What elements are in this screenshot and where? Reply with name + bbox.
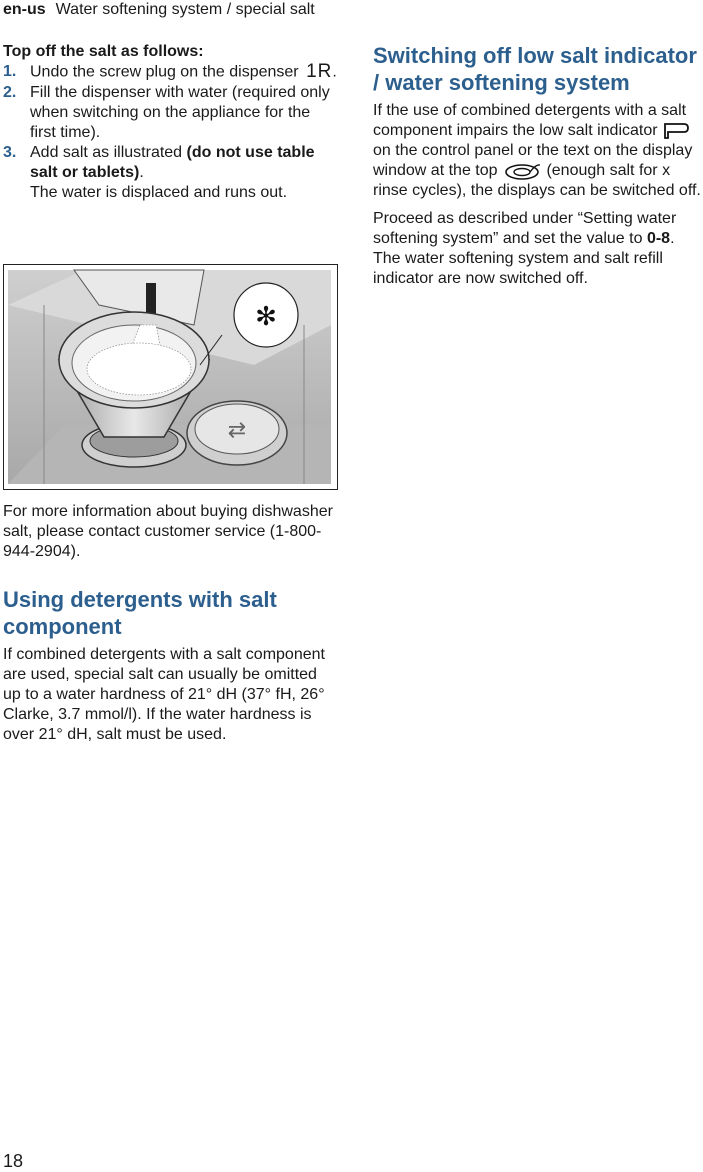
step-text: Add salt as illustrated: [30, 144, 187, 161]
running-title: Water softening system / special salt: [55, 1, 315, 18]
step-note: The water is displaced and runs out.: [30, 184, 288, 201]
section-body-salt-detergents: If combined detergents with a salt component are used, special salt can usually be omitted up to a water hardness of 21° dH (37° fH, 26° Clarke, 3.7 mmol/l). If the water hardness is over 21° dH, salt must be used.: [3, 646, 325, 743]
switch-off-paragraph-1: If the use of combined detergents with a salt component impairs the low salt indicator on the control panel or the text on the display window at the top (enough salt for x rinse cycles), the displays can be switched off.: [373, 102, 701, 200]
language-code: en-us: [3, 1, 46, 18]
right-column: [373, 42, 703, 289]
page-number: 18: [3, 1151, 24, 1171]
steps-lead: Top off the salt as follows:: [3, 43, 204, 60]
step-warning: (do not use table salt or tablets): [30, 144, 315, 181]
salt-dispenser-illustration: [3, 264, 338, 490]
step-number: 3.: [3, 144, 17, 161]
salt-purchase-info: For more information about buying dishwasher salt, please contact customer service (1-800-944-2904).: [3, 503, 333, 560]
switch-off-paragraph-2: Proceed as described under “Setting water softening system” and set the value to 0-8. The water softening system and salt refill indicator are now switched off.: [373, 210, 677, 288]
svg-text:⇄: ⇄: [227, 418, 247, 443]
step-number: 2.: [3, 84, 17, 101]
step-2: [3, 83, 338, 143]
salt-symbol-icon: ✻: [255, 302, 277, 332]
section-title-switch-off: Switching off low salt indicator / water softening system: [373, 43, 697, 95]
section-title-salt-detergents: Using detergents with salt component: [3, 587, 277, 639]
step-text: Fill the dispenser with water (required only when switching on the appliance for the first time).: [30, 84, 330, 141]
setting-value: 0-8: [646, 230, 671, 248]
screw-plug-symbol-icon: 1R: [306, 61, 333, 82]
step-1: 1. Undo the screw plug on the dispenser 1R.: [3, 61, 337, 82]
left-column: [3, 42, 338, 743]
step-text: Undo the screw plug on the dispenser: [30, 63, 299, 81]
low-salt-indicator-icon: [662, 122, 690, 140]
step-number: 1.: [3, 63, 17, 80]
salt-funnel-image: [4, 265, 337, 489]
step-3: 3. Add salt as illustrated (do not use table salt or tablets). The water is displaced and runs out.: [3, 144, 315, 201]
display-salt-symbol-icon: [502, 161, 542, 181]
page-header: [3, 0, 315, 20]
steps-list: [3, 62, 338, 203]
